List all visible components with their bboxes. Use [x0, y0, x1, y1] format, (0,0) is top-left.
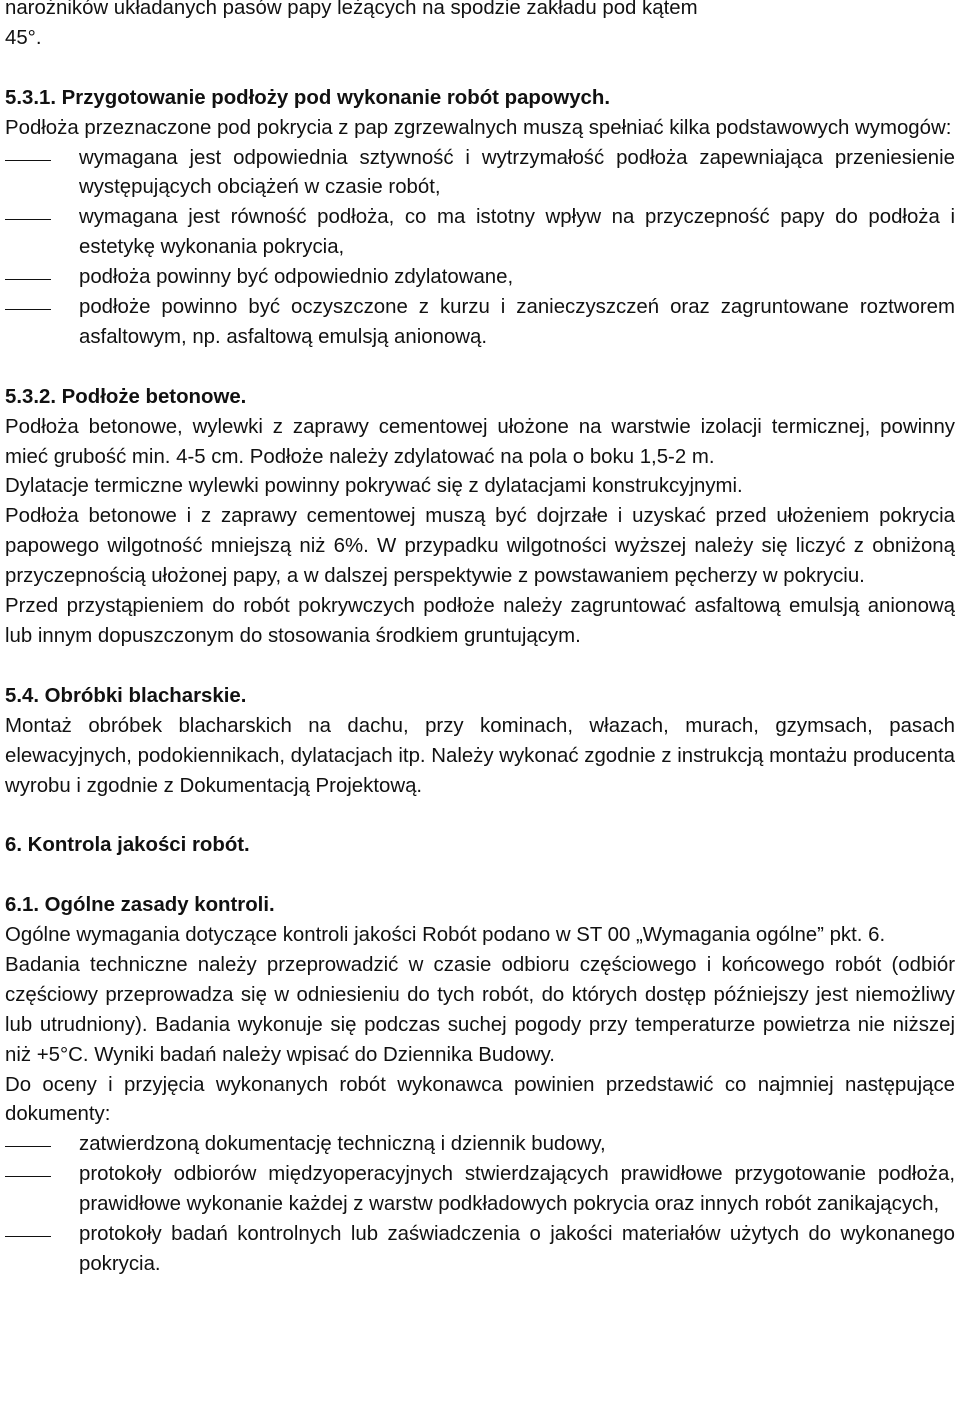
heading-6-1: 6.1. Ogólne zasady kontroli.	[5, 894, 275, 917]
heading-6: 6. Kontrola jakości robót.	[5, 834, 250, 857]
intro-line-2: 45°.	[5, 26, 42, 49]
list-item: podłoże powinno być oczyszczone z kurzu i zanieczyszczeń oraz zagruntowane roztworem asfaltowym, np. asfaltową emulsją anionową.	[79, 296, 955, 348]
paragraph: Montaż obróbek blacharskich na dachu, przy kominach, włazach, murach, gzymsach, pasach elewacyjnych, podokiennikach, dylatacjach itp. Należy wykonać zgodnie z instrukcją montażu producenta wyrobu i zgodnie z Dokumentacją Projektową.	[5, 714, 955, 797]
list-item: wymagana jest odpowiednia sztywność i wytrzymałość podłoża zapewniająca przeniesienie występujących obciążeń w czasie robót,	[79, 146, 955, 199]
paragraph-5-3-1: Podłoża przeznaczone pod pokrycia z pap zgrzewalnych muszą spełniać kilka podstawowych wymogów:	[5, 116, 952, 139]
paragraph: Podłoża betonowe i z zaprawy cementowej muszą być dojrzałe i uzyskać przed ułożeniem pokrycia papowego wilgotność mniejszą niż 6%. W przypadku wilgotności wyższej należy się liczyć z obniżoną przyczepnością ułożonej papy, a w dalszej perspektywie z powstawaniem pęcherzy w pokryciu.	[5, 505, 955, 588]
list-item: wymagana jest równość podłoża, co ma istotny wpływ na przyczepność papy do podłoża i estetykę wykonania pokrycia,	[79, 206, 955, 259]
paragraph: Dylatacje termiczne wylewki powinny pokrywać się z dylatacjami konstrukcyjnymi.	[5, 475, 743, 498]
paragraph: Ogólne wymagania dotyczące kontroli jakości Robót podano w ST 00 „Wymagania ogólne” pkt. 6.	[5, 924, 886, 947]
list-item: zatwierdzoną dokumentację techniczną i dziennik budowy,	[79, 1133, 606, 1156]
list-item: protokoły odbiorów międzyoperacyjnych stwierdzających prawidłowe przygotowanie podłoża, prawidłowe wykonanie każdej z warstw podkładowych pokrycia oraz innych robót zanikających,	[79, 1163, 955, 1216]
paragraph: Podłoża betonowe, wylewki z zaprawy cementowej ułożone na warstwie izolacji termicznej, powinny mieć grubość min. 4-5 cm. Podłoże należy zdylatować na pola o boku 1,5-2 m.	[5, 415, 955, 468]
heading-5-3-2: 5.3.2. Podłoże betonowe.	[5, 385, 247, 408]
heading-5-4: 5.4. Obróbki blacharskie.	[5, 684, 247, 707]
paragraph: Badania techniczne należy przeprowadzić w czasie odbioru częściowego i końcowego robót (odbiór częściowy przeprowadza się w odniesieniu do tych robót, do których dostęp późniejszy jest niemożliwy lub utrudniony). Badania wykonuje się podczas suchej pogody przy temperaturze powietrza nie niższej niż +5°C. Wyniki badań należy wpisać do Dziennika Budowy.	[5, 953, 955, 1066]
heading-5-3-1: 5.3.1. Przygotowanie podłoży pod wykonanie robót papowych.	[5, 86, 610, 109]
paragraph: Do oceny i przyjęcia wykonanych robót wykonawca powinien przedstawić co najmniej następujące dokumenty:	[5, 1073, 955, 1126]
document-page	[5, 0, 955, 1280]
paragraph: Przed przystąpieniem do robót pokrywczych podłoże należy zagruntować asfaltową emulsją anionową lub innym dopuszczonym do stosowania środkiem gruntującym.	[5, 595, 955, 647]
list-item: protokoły badań kontrolnych lub zaświadczenia o jakości materiałów użytych do wykonanego pokrycia.	[79, 1223, 955, 1275]
intro-line-1: narożników układanych pasów papy leżących na spodzie zakładu pod kątem	[5, 0, 698, 19]
list-item: podłoża powinny być odpowiednio zdylatowane,	[79, 266, 514, 289]
